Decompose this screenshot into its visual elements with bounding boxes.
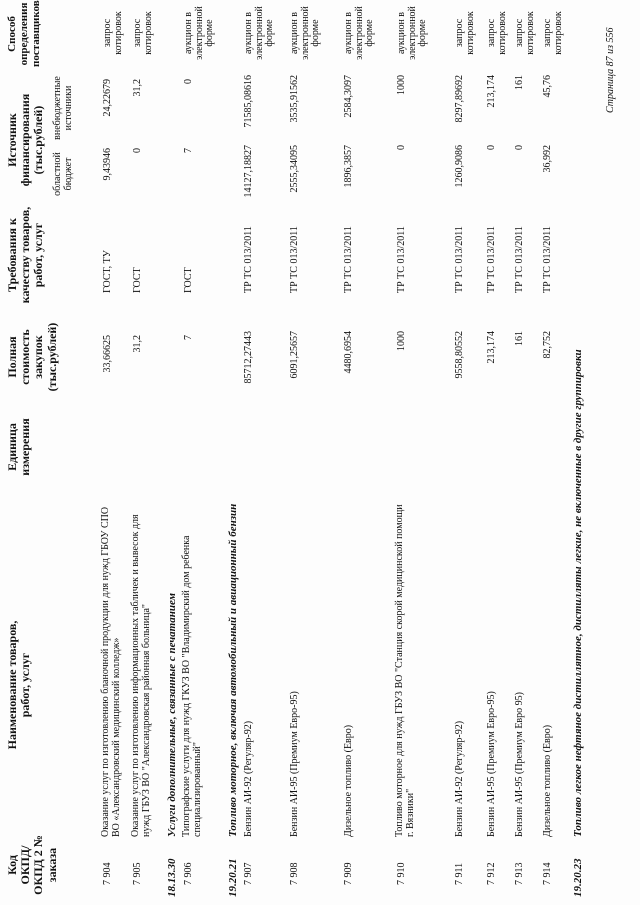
- header-name: Наименование товаров, работ, услуг: [5, 620, 33, 750]
- row-extra: 8297,89692: [454, 75, 465, 123]
- row-cost: 4480,6954: [343, 331, 354, 374]
- row-regional: 0: [486, 145, 497, 150]
- header-method: Способ определения поставщиков: [6, 0, 43, 67]
- row-extra: 24,22679: [102, 79, 113, 117]
- row-code: 7 905: [132, 862, 143, 885]
- header-requirements: Требования к качеству товаров, работ, услуг: [5, 206, 46, 304]
- row-requirements: ТР ТС 013/2011: [343, 226, 354, 293]
- row-cost: 33,66625: [102, 335, 113, 373]
- row-method: аукцион в электронной форме: [289, 6, 321, 60]
- row-requirements: ТР ТС 013/2011: [243, 226, 254, 293]
- row-code: 7 911: [454, 862, 465, 885]
- header-regional: областной бюджет: [52, 152, 74, 196]
- row-name: Бензин АИ-95 (Премиум Евро 95): [514, 692, 525, 837]
- row-name: Топливо моторное для нужд ГБУЗ ВО "Станция скорой медицинской помощи г. Вязники": [394, 504, 416, 837]
- row-regional: 9,43946: [102, 148, 113, 181]
- group-code: 19.20.23: [572, 858, 584, 897]
- row-regional: 0: [396, 145, 407, 150]
- row-name: Типографские услуги для нужд ГКУЗ ВО "Владимирский дом ребенка специализированный": [181, 535, 203, 837]
- header-unit: Единица измерения: [5, 418, 33, 476]
- row-cost: 85712,27443: [243, 331, 254, 384]
- row-regional: 14127,18827: [243, 145, 254, 198]
- header-funding: Источник финансирования (тыс.рублей): [5, 93, 46, 187]
- row-extra: 3535,91562: [289, 75, 300, 123]
- row-name: Бензин АИ-92 (Регуляр-92): [454, 720, 465, 837]
- row-code: 7 910: [396, 862, 407, 885]
- row-code: 7 906: [183, 862, 194, 885]
- row-code: 7 914: [542, 862, 553, 885]
- row-name: Бензин АИ-95 (Премиум Евро-95): [486, 691, 497, 837]
- row-method: запрос котировок: [486, 11, 508, 55]
- row-extra: 2584,3097: [343, 75, 354, 118]
- row-name: Дизельное топливо (Евро): [343, 724, 354, 837]
- row-cost: 31,2: [132, 335, 143, 353]
- row-method: запрос котировок: [542, 11, 564, 55]
- row-requirements: ТР ТС 013/2011: [542, 226, 553, 293]
- row-requirements: ТР ТС 013/2011: [454, 226, 465, 293]
- row-extra: 0: [183, 79, 194, 84]
- row-extra: 161: [514, 75, 525, 90]
- row-requirements: ГОСТ: [132, 267, 143, 293]
- header-extra: внебюджетные источники: [52, 76, 74, 140]
- row-regional: 0: [132, 148, 143, 153]
- row-code: 7 912: [486, 862, 497, 885]
- row-method: аукцион в электронной форме: [243, 6, 275, 60]
- row-code: 7 913: [514, 862, 525, 885]
- row-method: запрос котировок: [102, 11, 124, 55]
- row-code: 7 904: [102, 862, 113, 885]
- row-requirements: ТР ТС 013/2011: [486, 226, 497, 293]
- row-cost: 82,752: [542, 331, 553, 359]
- row-extra: 45,76: [542, 75, 553, 98]
- row-name: Дизельное топливо (Евро): [542, 724, 553, 837]
- row-regional: 1260,9086: [454, 145, 465, 188]
- group-title: Топливо моторное, включая автомобильный и авиационный бензин: [227, 503, 239, 837]
- row-method: запрос котировок: [514, 11, 536, 55]
- row-cost: 161: [514, 331, 525, 346]
- row-cost: 1000: [396, 331, 407, 351]
- row-regional: 2555,34095: [289, 145, 300, 193]
- row-cost: 213,174: [486, 331, 497, 364]
- row-code: 7 907: [243, 862, 254, 885]
- group-code: 18.13.30: [166, 858, 178, 897]
- row-name: Оказание услуг по изготовлению бланочной продукции для нужд ГБОУ СПО ВО «Александровский медицинский колледж»: [100, 506, 122, 837]
- row-method: запрос котировок: [454, 11, 476, 55]
- row-method: аукцион в электронной форме: [396, 6, 428, 60]
- row-regional: 1896,3857: [343, 145, 354, 188]
- row-code: 7 909: [343, 862, 354, 885]
- row-regional: 36,992: [542, 145, 553, 173]
- row-extra: 1000: [396, 75, 407, 95]
- group-title: Услуги дополнительные, связанные с печатанием: [166, 592, 178, 837]
- row-extra: 71585,08616: [243, 75, 254, 128]
- row-name: Бензин АИ-92 (Регуляр-92): [243, 720, 254, 837]
- row-extra: 31,2: [132, 79, 143, 97]
- row-extra: 213,174: [486, 75, 497, 108]
- row-regional: 7: [183, 148, 194, 153]
- row-regional: 0: [514, 145, 525, 150]
- group-code: 19.20.21: [227, 858, 239, 897]
- header-cost: Полная стоимость закупок (тыс.рублей): [5, 322, 59, 392]
- row-name: Бензин АИ-95 (Премиум Евро-95): [289, 691, 300, 837]
- row-code: 7 908: [289, 862, 300, 885]
- row-requirements: ТР ТС 013/2011: [396, 226, 407, 293]
- row-method: запрос котировок: [132, 11, 154, 55]
- row-requirements: ГОСТ, ТУ: [102, 250, 113, 293]
- row-cost: 9558,80552: [454, 331, 465, 379]
- row-requirements: ГОСТ: [183, 267, 194, 293]
- row-method: аукцион в электронной форме: [183, 6, 215, 60]
- row-name: Оказание услуг по изготовлению информационных табличек и вывесок для нужд ГБУЗ ВО "Александровская районная больница": [130, 514, 152, 837]
- row-requirements: ТР ТС 013/2011: [514, 226, 525, 293]
- group-title: Топливо легкое нефтяное дистиллятное, дистилляты легкие, не включенные в другие группировки: [572, 349, 584, 837]
- row-requirements: ТР ТС 013/2011: [289, 226, 300, 293]
- page-number: Страница 87 из 556: [605, 27, 616, 113]
- row-cost: 6091,25657: [289, 331, 300, 379]
- row-method: аукцион в электронной форме: [343, 6, 375, 60]
- header-code: Код ОКПД/ ОКПД 2 № заказа: [5, 835, 59, 895]
- row-cost: 7: [183, 335, 194, 340]
